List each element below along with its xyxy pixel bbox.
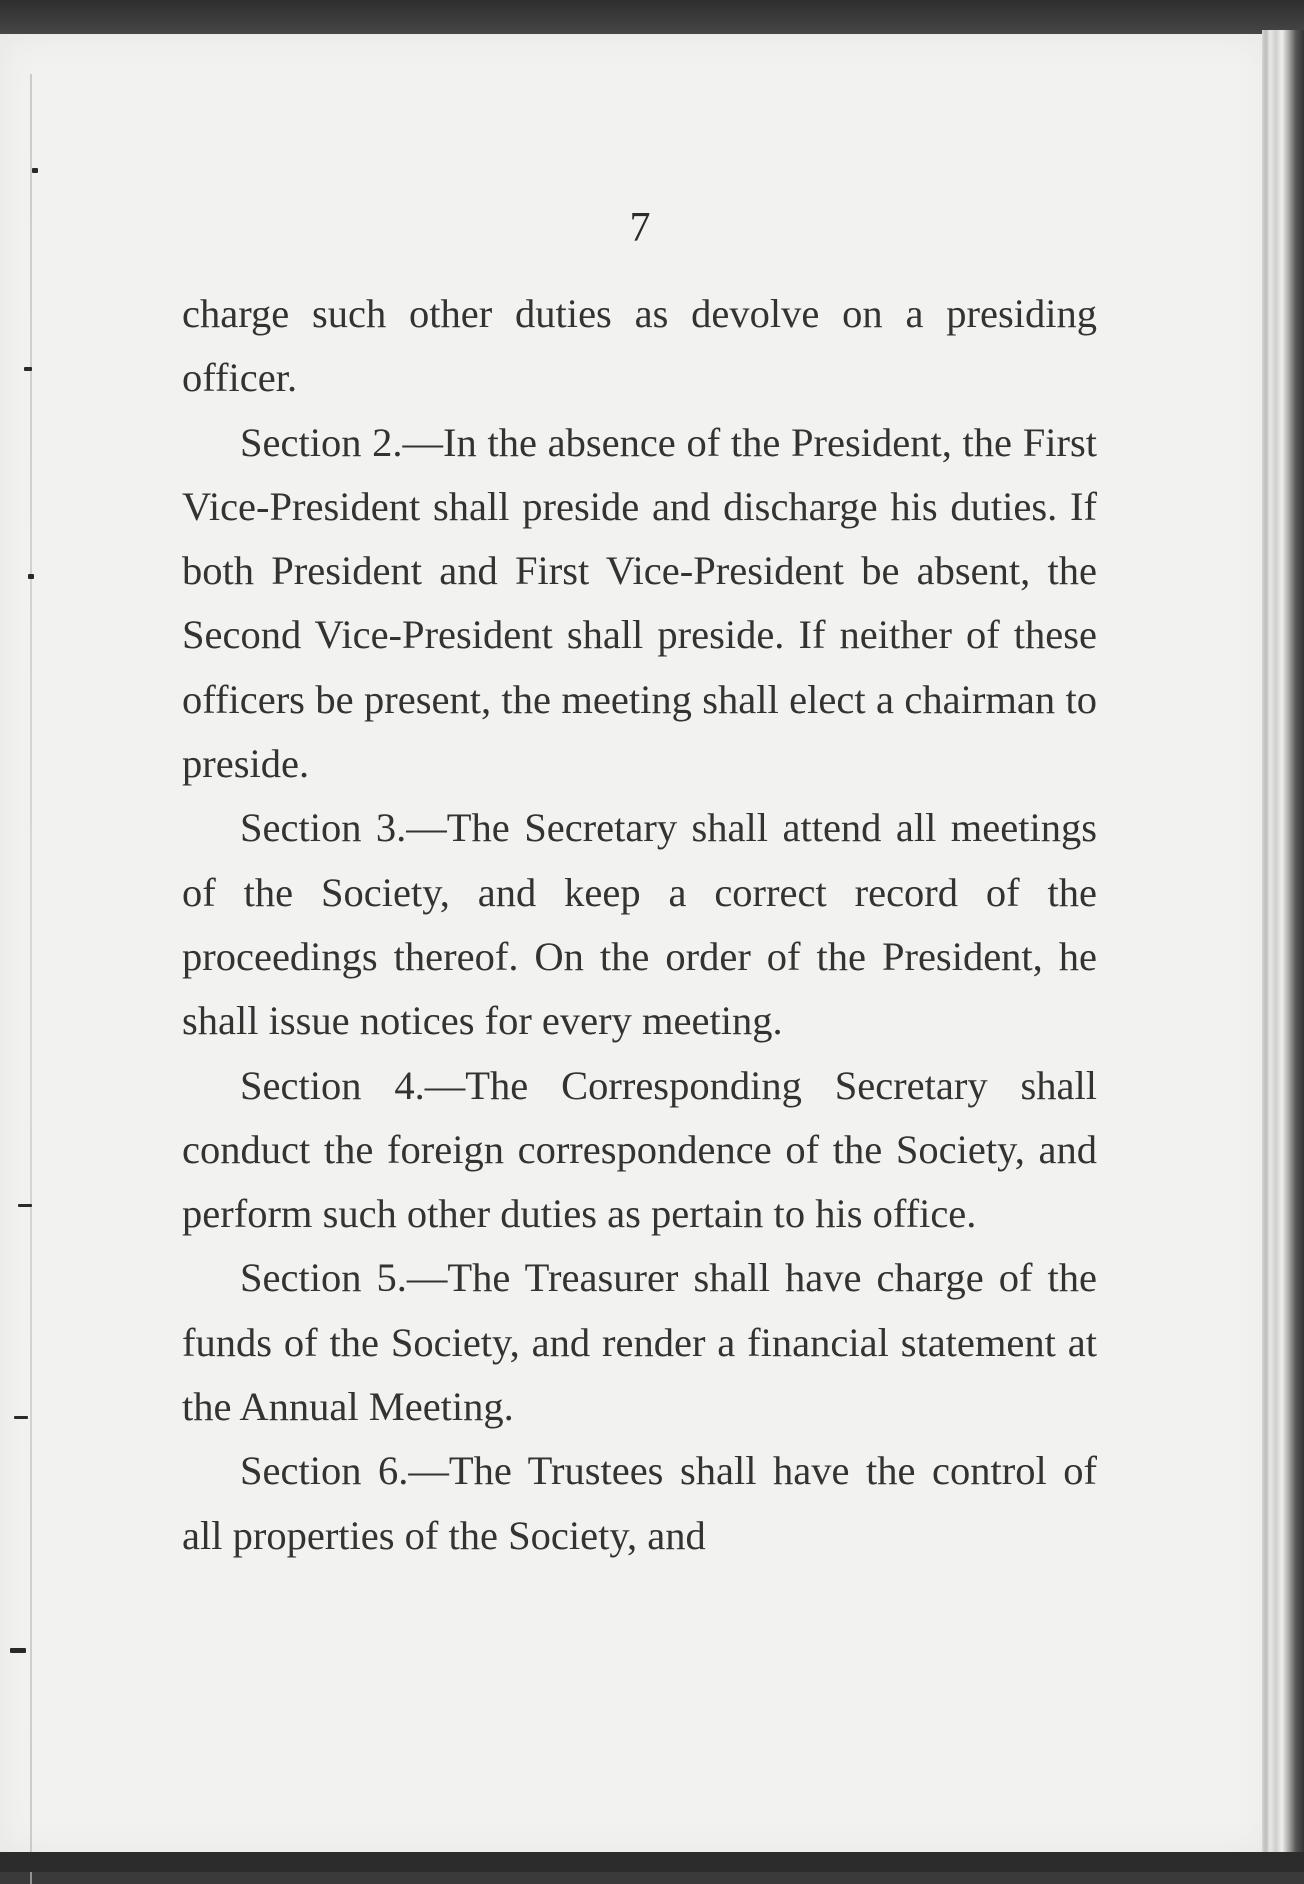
paragraph-section-4: Section 4.—The Corresponding Secretary shall conduct the foreign correspondence of the Society, and perform such other duties as pertain to his office. (182, 1062, 1097, 1237)
page-stack-edge (1262, 30, 1304, 1855)
gutter-mark (14, 1416, 28, 1419)
paragraph-section-5: Section 5.—The Treasurer shall have charge of the funds of the Society, and render a financial statement at the Annual Meeting. (182, 1255, 1097, 1430)
gutter-mark (28, 574, 34, 579)
paragraph-continuation: charge such other duties as devolve on a presiding officer. (182, 291, 1097, 401)
page-number: 7 (629, 205, 651, 251)
paragraph-section-2: Section 2.—In the absence of the President, the First Vice-President shall preside and discharge his duties. If both President and First Vice-President be absent, the Second Vice-President shall preside. If neither of these officers be present, the meeting shall elect a chairman to preside. (182, 419, 1097, 787)
paragraph-section-3: Section 3.—The Secretary shall attend all meetings of the Society, and keep a correct record of the proceedings thereof. On the order of the President, he shall issue notices for every meeting. (182, 805, 1097, 1044)
book-page (0, 34, 1270, 1854)
gutter-mark (18, 1204, 32, 1207)
body-text (182, 282, 1097, 1568)
gutter-mark (24, 367, 32, 371)
gutter-mark (10, 1648, 26, 1653)
paragraph-section-6: Section 6.—The Trustees shall have the control of all properties of the Society, and (182, 1448, 1097, 1558)
gutter-line (30, 74, 32, 1884)
scan-bottom-border (0, 1852, 1304, 1872)
gutter-mark (32, 168, 38, 173)
